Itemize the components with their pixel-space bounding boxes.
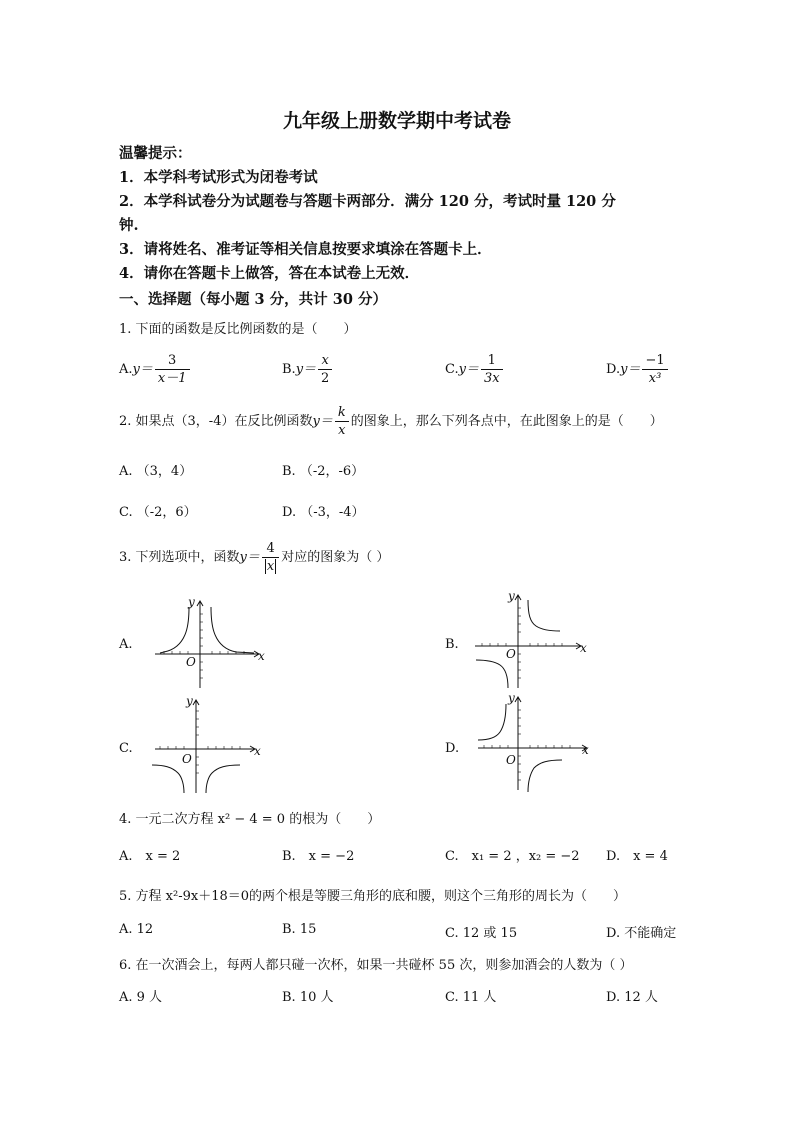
fraction: $\frac{3}{x-1}$ <box>155 352 190 387</box>
fraction: $\frac{1}{3x}$ <box>481 352 503 387</box>
q4-option-c[interactable]: C. x₁ = 2 ，x₂ = −2 <box>445 849 580 864</box>
y-axis-label: y <box>508 691 515 705</box>
tip-4: 4．请你在答题卡上做答，答在本试卷上无效． <box>119 265 420 282</box>
q5-option-a[interactable]: A. 12 <box>119 922 154 937</box>
x-axis-label: x <box>254 744 261 758</box>
q6-option-d[interactable]: D. 12 人 <box>606 990 658 1005</box>
q4-option-a[interactable]: A. x = 2 <box>119 849 181 864</box>
x-axis-label: x <box>258 649 265 663</box>
q6-stem: 6. 在一次酒会上，每两人都只碰一次杯，如果一共碰杯 55 次，则参加酒会的人数为（ ） <box>119 958 633 973</box>
y-axis-label: y <box>188 595 195 609</box>
x-axis-label: x <box>580 641 587 655</box>
q3-graph-b[interactable] <box>470 590 590 690</box>
q6-option-b[interactable]: B. 10 人 <box>282 990 334 1005</box>
q2-stem: 2. 如果点（3，-4）在反比例函数y＝ $\frac{k}{x}$ 的图象上，那么下列各点中，在此图象上的是（ ） <box>119 405 663 438</box>
origin-label: O <box>182 752 192 766</box>
q3-graph-d[interactable] <box>470 692 590 792</box>
fraction: $\frac{k}{x}$ <box>335 404 349 439</box>
section-heading: 一、选择题（每小题 3 分，共计 30 分） <box>119 291 387 308</box>
q6-option-c[interactable]: C. 11 人 <box>445 990 497 1005</box>
q5-option-b[interactable]: B. 15 <box>282 922 317 937</box>
tip-1: 1．本学科考试形式为闭卷考试 <box>119 169 318 186</box>
q2-option-a[interactable]: A. （3，4） <box>119 464 193 479</box>
q4-option-d[interactable]: D. x = 4 <box>606 849 668 864</box>
q3-stem: 3. 下列选项中，函数y＝ $\frac{4}{x}$ 对应的图象为（ ） <box>119 541 390 574</box>
q2-option-c[interactable]: C. （-2，6） <box>119 505 197 520</box>
q3-option-a-label[interactable]: A. <box>119 637 133 652</box>
q3-graph-a[interactable] <box>150 592 270 692</box>
y-axis-label: y <box>186 694 193 708</box>
q5-option-d[interactable]: D. 不能确定 <box>606 926 677 941</box>
tips-heading: 温馨提示： <box>119 145 192 162</box>
q3-option-d-label[interactable]: D. <box>445 741 460 756</box>
q1-stem: 1. 下面的函数是反比例函数的是（ ） <box>119 322 357 337</box>
origin-label: O <box>506 647 516 661</box>
y-axis-label: y <box>508 589 515 603</box>
x-axis-label: x <box>582 743 589 757</box>
q2-option-b[interactable]: B. （-2，-6） <box>282 464 365 479</box>
origin-label: O <box>186 655 196 669</box>
q2-option-d[interactable]: D. （-3，-4） <box>282 505 365 520</box>
page-title: 九年级上册数学期中考试卷 <box>282 110 511 132</box>
q4-option-b[interactable]: B. x = −2 <box>282 849 355 864</box>
tip-2-continued: 钟. <box>119 217 139 234</box>
q3-option-b-label[interactable]: B. <box>445 637 459 652</box>
origin-label: O <box>506 753 516 767</box>
q3-option-c-label[interactable]: C. <box>119 741 133 756</box>
q4-stem: 4. 一元二次方程 x² − 4 = 0 的根为（ ） <box>119 812 381 827</box>
fraction: $\frac{x}{2}$ <box>318 352 332 387</box>
q1-option-d[interactable]: D.y＝ $\frac{-1}{\text{x³}}$ <box>606 352 670 387</box>
tip-2: 2．本学科试卷分为试题卷与答题卡两部分．满分 120 分，考试时量 120 分 <box>119 193 616 210</box>
tip-3: 3．请将姓名、准考证等相关信息按要求填涂在答题卡上． <box>119 241 492 258</box>
q5-option-c[interactable]: C. 12 或 15 <box>445 926 518 941</box>
fraction: $\frac{4}{x}$ <box>262 540 279 575</box>
q3-graph-c[interactable] <box>150 695 270 795</box>
q5-stem: 5. 方程 x²-9x＋18＝0的两个根是等腰三角形的底和腰，则这个三角形的周长为（ ） <box>119 889 627 904</box>
q1-option-c[interactable]: C.y＝ $\frac{1}{3x}$ <box>445 352 505 387</box>
q1-option-b[interactable]: B.y＝ $\frac{x}{2}$ <box>282 352 334 387</box>
fraction: $\frac{-1}{\text{x³}}$ <box>642 352 667 387</box>
q6-option-a[interactable]: A. 9 人 <box>119 990 163 1005</box>
q1-option-a[interactable]: A.y＝ $\frac{3}{x-1}$ <box>119 352 192 387</box>
